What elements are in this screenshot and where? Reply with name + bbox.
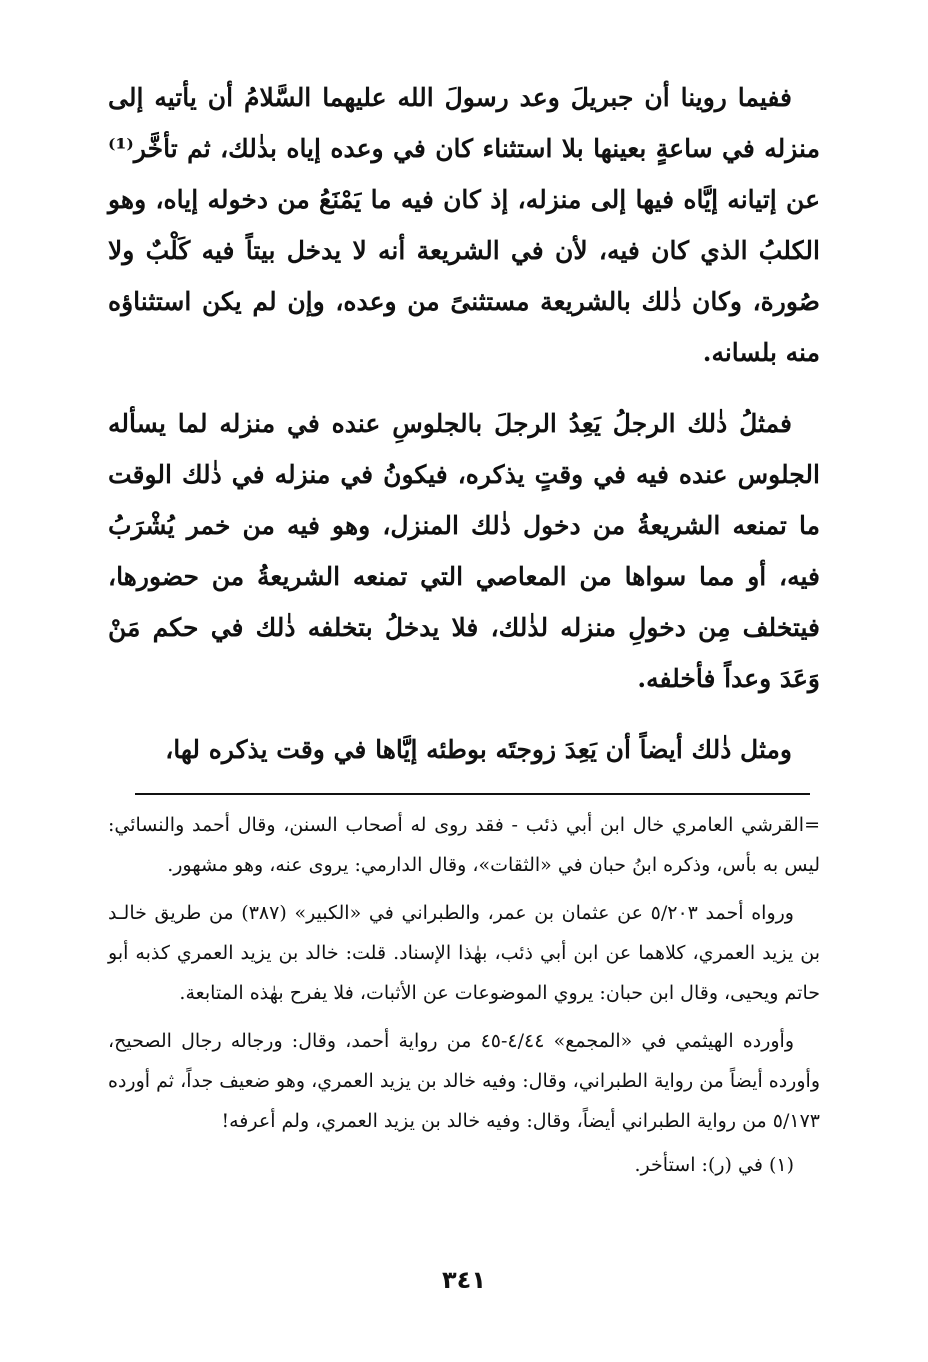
main-paragraph-1: ففيما روينا أن جبريلَ وعد رسولَ الله عليهما السَّلامُ أن يأتيه إلى منزله في ساعةٍ بعينها بلا استثناء كان في وعده إياه بذٰلك، ثم تأخَّر⁽¹⁾ عن إتيانه إيَّاه فيها إلى منزله، إذ كان فيه ما يَمْنَعُ من دخوله إياه، وهو الكلبُ الذي كان فيه، لأن في الشريعة أنه لا يدخل بيتاً فيه كَلْبٌ ولا صُورة، وكان ذٰلك بالشريعة مستثنىً من وعده، وإن لم يكن استثناؤه منه بلسانه. bbox=[108, 83, 820, 367]
main-paragraph-3: ومثل ذٰلك أيضاً أن يَعِدَ زوجتَه بوطئه إيَّاها في وقت يذكره لها، bbox=[165, 735, 792, 764]
footnote-paragraph-3: وأورده الهيثمي في «المجمع» ٤/٤٤-٤٥ من رواية أحمد، وقال: ورجاله رجال الصحيح، وأورده أيضاً من رواية الطبراني، وقال: وفيه خالد بن يزيد العمري، وهو ضعيف جداً، ثم أورده ٥/١٧٣ من رواية الطبراني أيضاً، وقال: وفيه خالد بن يزيد العمري، ولم أعرفه! bbox=[108, 1030, 820, 1132]
footnote-paragraph-2: ورواه أحمد ٥/٢٠٣ عن عثمان بن عمر، والطبراني في «الكبير» (٣٨٧) من طريق خالـد بن يزيد العمري، كلاهما عن ابن أبي ذئب، بهٰذا الإسناد. قلت: خالد بن يزيد العمري كذبه أبو حاتم ويحيى، وقال ابن حبان: يروي الموضوعات عن الأثبات، فلا يفرح بهٰذه المتابعة. bbox=[108, 902, 820, 1004]
page-number: ٣٤١ bbox=[442, 1266, 486, 1294]
footnote-1: (١) في (ر): استأخر. bbox=[634, 1154, 794, 1176]
footnote-divider bbox=[135, 793, 810, 795]
page-body bbox=[108, 72, 820, 1185]
main-paragraph-2: فمثلُ ذٰلك الرجلُ يَعِدُ الرجلَ بالجلوسِ عنده في منزله لما يسأله الجلوس عنده فيه في وقتٍ يذكره، فيكونُ في منزله في ذٰلك الوقت ما تمنعه الشريعةُ من دخول ذٰلك المنزل، وهو فيه من خمر يُشْرَبُ فيه، أو مما سواها من المعاصي التي تمنعه الشريعةُ من حضورها، فيتخلف مِن دخولِ منزله لذٰلك، فلا يدخلُ بتخلفه ذٰلك في حكم مَنْ وَعَدَ وعداً فأخلفه. bbox=[108, 409, 820, 693]
footnote-paragraph-1: =القرشي العامري خال ابن أبي ذئب - فقد روى له أصحاب السنن، وقال أحمد والنسائي: ليس به بأس، وذكره ابنُ حبان في «الثقات»، وقال الدارمي: يروى عنه، وهو مشهور. bbox=[108, 814, 820, 876]
